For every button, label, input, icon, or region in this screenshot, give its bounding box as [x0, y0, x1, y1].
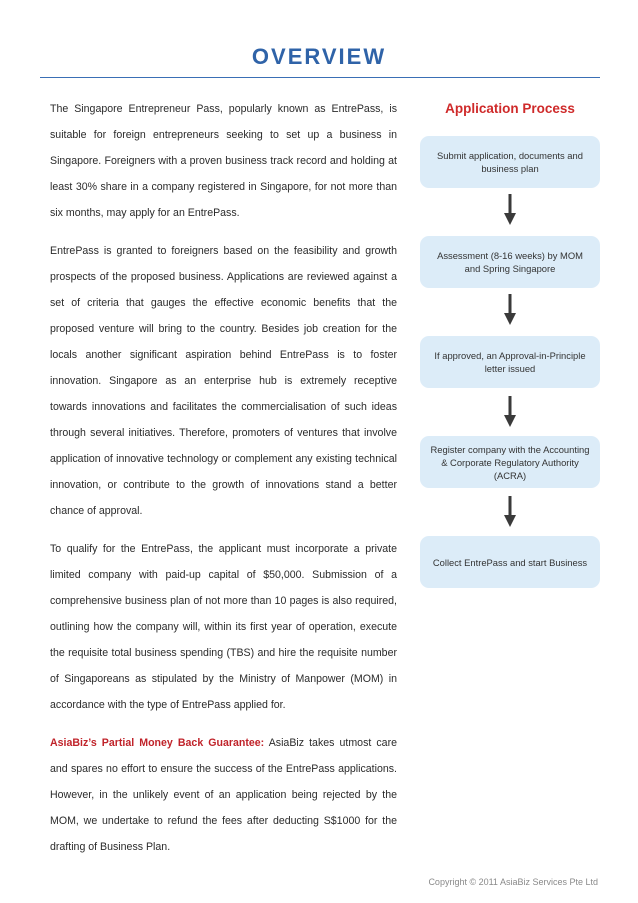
- process-step-approval: If approved, an Approval-in-Principle letter issued: [420, 336, 600, 388]
- process-step-assessment: Assessment (8-16 weeks) by MOM and Spring Singapore: [420, 236, 600, 288]
- process-step-submit: Submit application, documents and business plan: [420, 136, 600, 188]
- title-divider: [40, 77, 600, 78]
- process-step-collect: Collect EntrePass and start Business: [420, 536, 600, 588]
- guarantee-label: AsiaBiz’s Partial Money Back Guarantee:: [50, 737, 265, 749]
- process-step-register: Register company with the Accounting & Corporate Regulatory Authority (ACRA): [420, 436, 600, 488]
- process-title: Application Process: [445, 101, 575, 116]
- paragraph-guarantee: [50, 730, 397, 860]
- guarantee-text: AsiaBiz takes utmost care and spares no effort to ensure the success of the EntrePass applications. However, in the unlikely event of an application being rejected by the MOM, we undertake to refund the fees after deducting S$1000 for the drafting of Business Plan.: [50, 737, 397, 853]
- paragraph-intro: The Singapore Entrepreneur Pass, popularly known as EntrePass, is suitable for foreign entrepreneurs seeking to set up a business in Singapore. Foreigners with a proven business track record and holding at least 30% share in a company registered in Singapore, for not more than six months, may apply for an EntrePass.: [50, 103, 397, 219]
- paragraph-criteria: EntrePass is granted to foreigners based on the feasibility and growth prospects of the proposed business. Applications are reviewed against a set of criteria that gauges the effective economic benefits that the proposed venture will bring to the country. Besides job creation for the locals another significant aspiration behind EntrePass is to foster innovation. Singapore as an enterprise hub is extremely receptive towards innovations and facilitates the commercialisation of such ideas through several initiatives. Therefore, promoters of ventures that involve application of innovative technology or complement any existing technical innovation, or contribute to the growth of innovations stand a better chance of approval.: [50, 245, 397, 517]
- overview-body: [50, 96, 397, 872]
- arrow-down-icon: [503, 194, 517, 226]
- copyright-footer: Copyright © 2011 AsiaBiz Services Pte Ltd: [428, 877, 598, 887]
- paragraph-qualification: To qualify for the EntrePass, the applicant must incorporate a private limited company with paid-up capital of $50,000. Submission of a comprehensive business plan of not more than 10 pages is also required, outlining how the company will, within its first year of operation, execute the requisite total business spending (TBS) and hire the requisite number of Singaporeans as stipulated by the Ministry of Manpower (MOM) in accordance with the type of EntrePass applied for.: [50, 543, 397, 711]
- page-title: OVERVIEW: [251, 44, 387, 69]
- arrow-down-icon: [503, 496, 517, 528]
- arrow-down-icon: [503, 396, 517, 428]
- arrow-down-icon: [503, 294, 517, 326]
